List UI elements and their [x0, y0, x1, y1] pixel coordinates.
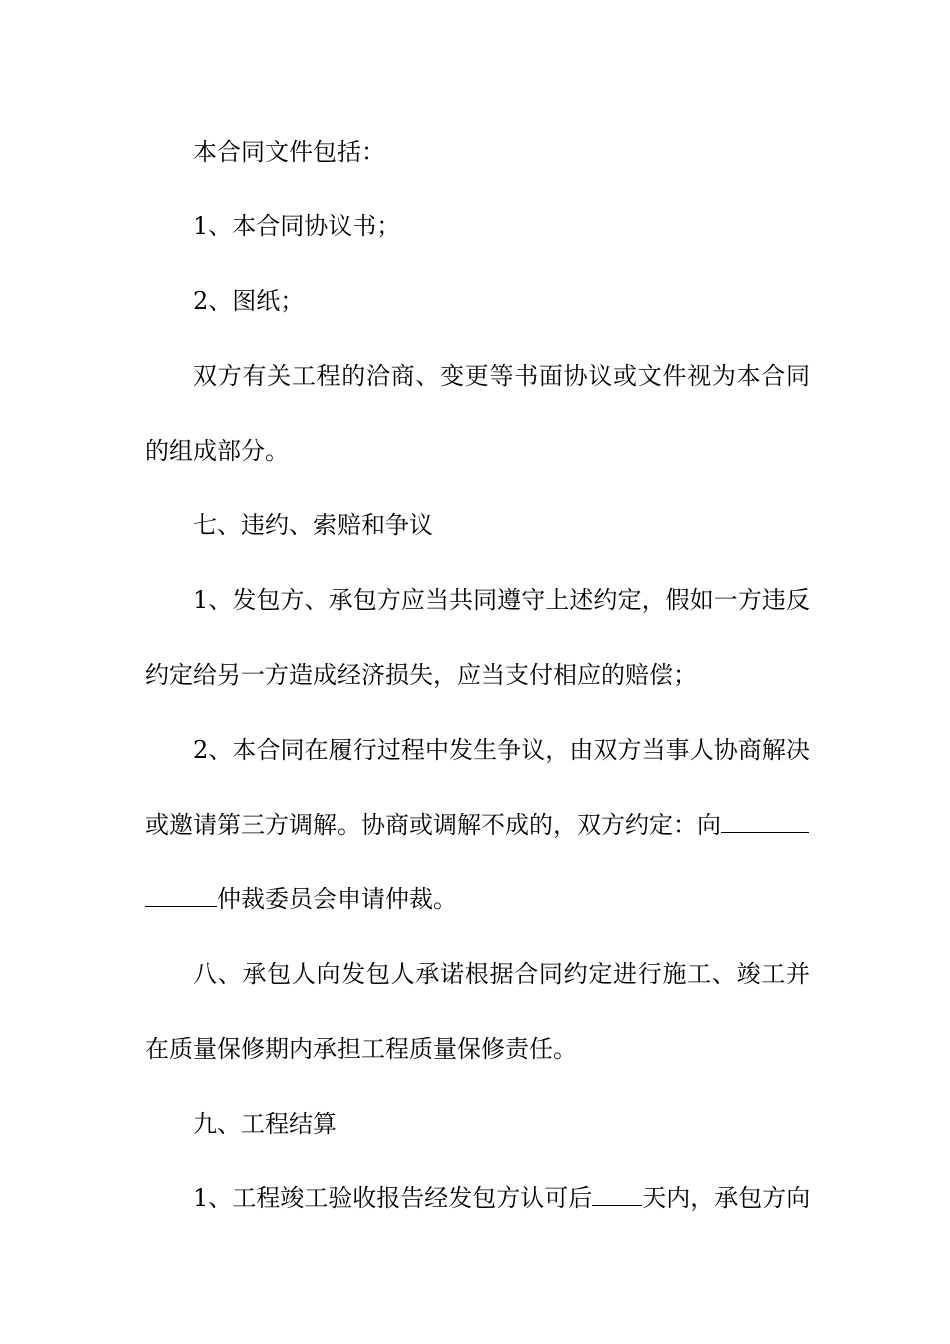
section-heading-settlement: 九、工程结算	[193, 1110, 337, 1138]
clause-breach-1-line-1: 1、发包方、承包方应当共同遵守上述约定，假如一方违反	[193, 586, 810, 614]
paragraph-contract-documents: 本合同文件包括：	[193, 138, 385, 166]
clause-dispute-line-2	[145, 805, 810, 845]
days-blank	[592, 1183, 642, 1206]
list-item-drawings: 2、图纸；	[193, 287, 305, 315]
section-heading-commitment-line-1: 八、承包人向发包人承诺根据合同约定进行施工、竣工并	[193, 960, 810, 988]
clause-settlement-text-after: 天内，承包方向	[642, 1184, 811, 1212]
clause-dispute-line-3	[145, 879, 810, 919]
paragraph-negotiation-line-1: 双方有关工程的洽商、变更等书面协议或文件视为本合同	[193, 362, 810, 390]
clause-dispute-line-1: 2、本合同在履行过程中发生争议，由双方当事人协商解决	[193, 736, 810, 764]
clause-dispute-line-3-text: 仲裁委员会申请仲裁。	[217, 885, 457, 913]
list-item-agreement: 1、本合同协议书；	[193, 212, 401, 240]
clause-dispute-line-2-text: 或邀请第三方调解。协商或调解不成的，双方约定：向	[145, 811, 721, 839]
paragraph-negotiation-line-2: 的组成部分。	[145, 437, 289, 465]
section-heading-commitment-line-2: 在质量保修期内承担工程质量保修责任。	[145, 1035, 577, 1063]
section-heading-breach: 七、违约、索赔和争议	[193, 511, 433, 539]
arbitration-blank-part-1	[721, 810, 809, 833]
arbitration-blank-part-2	[145, 884, 217, 907]
clause-settlement-text-before: 1、工程竣工验收报告经发包方认可后	[193, 1184, 593, 1212]
clause-settlement-line-1	[193, 1178, 810, 1218]
clause-breach-1-line-2: 约定给另一方造成经济损失，应当支付相应的赔偿；	[145, 661, 697, 689]
